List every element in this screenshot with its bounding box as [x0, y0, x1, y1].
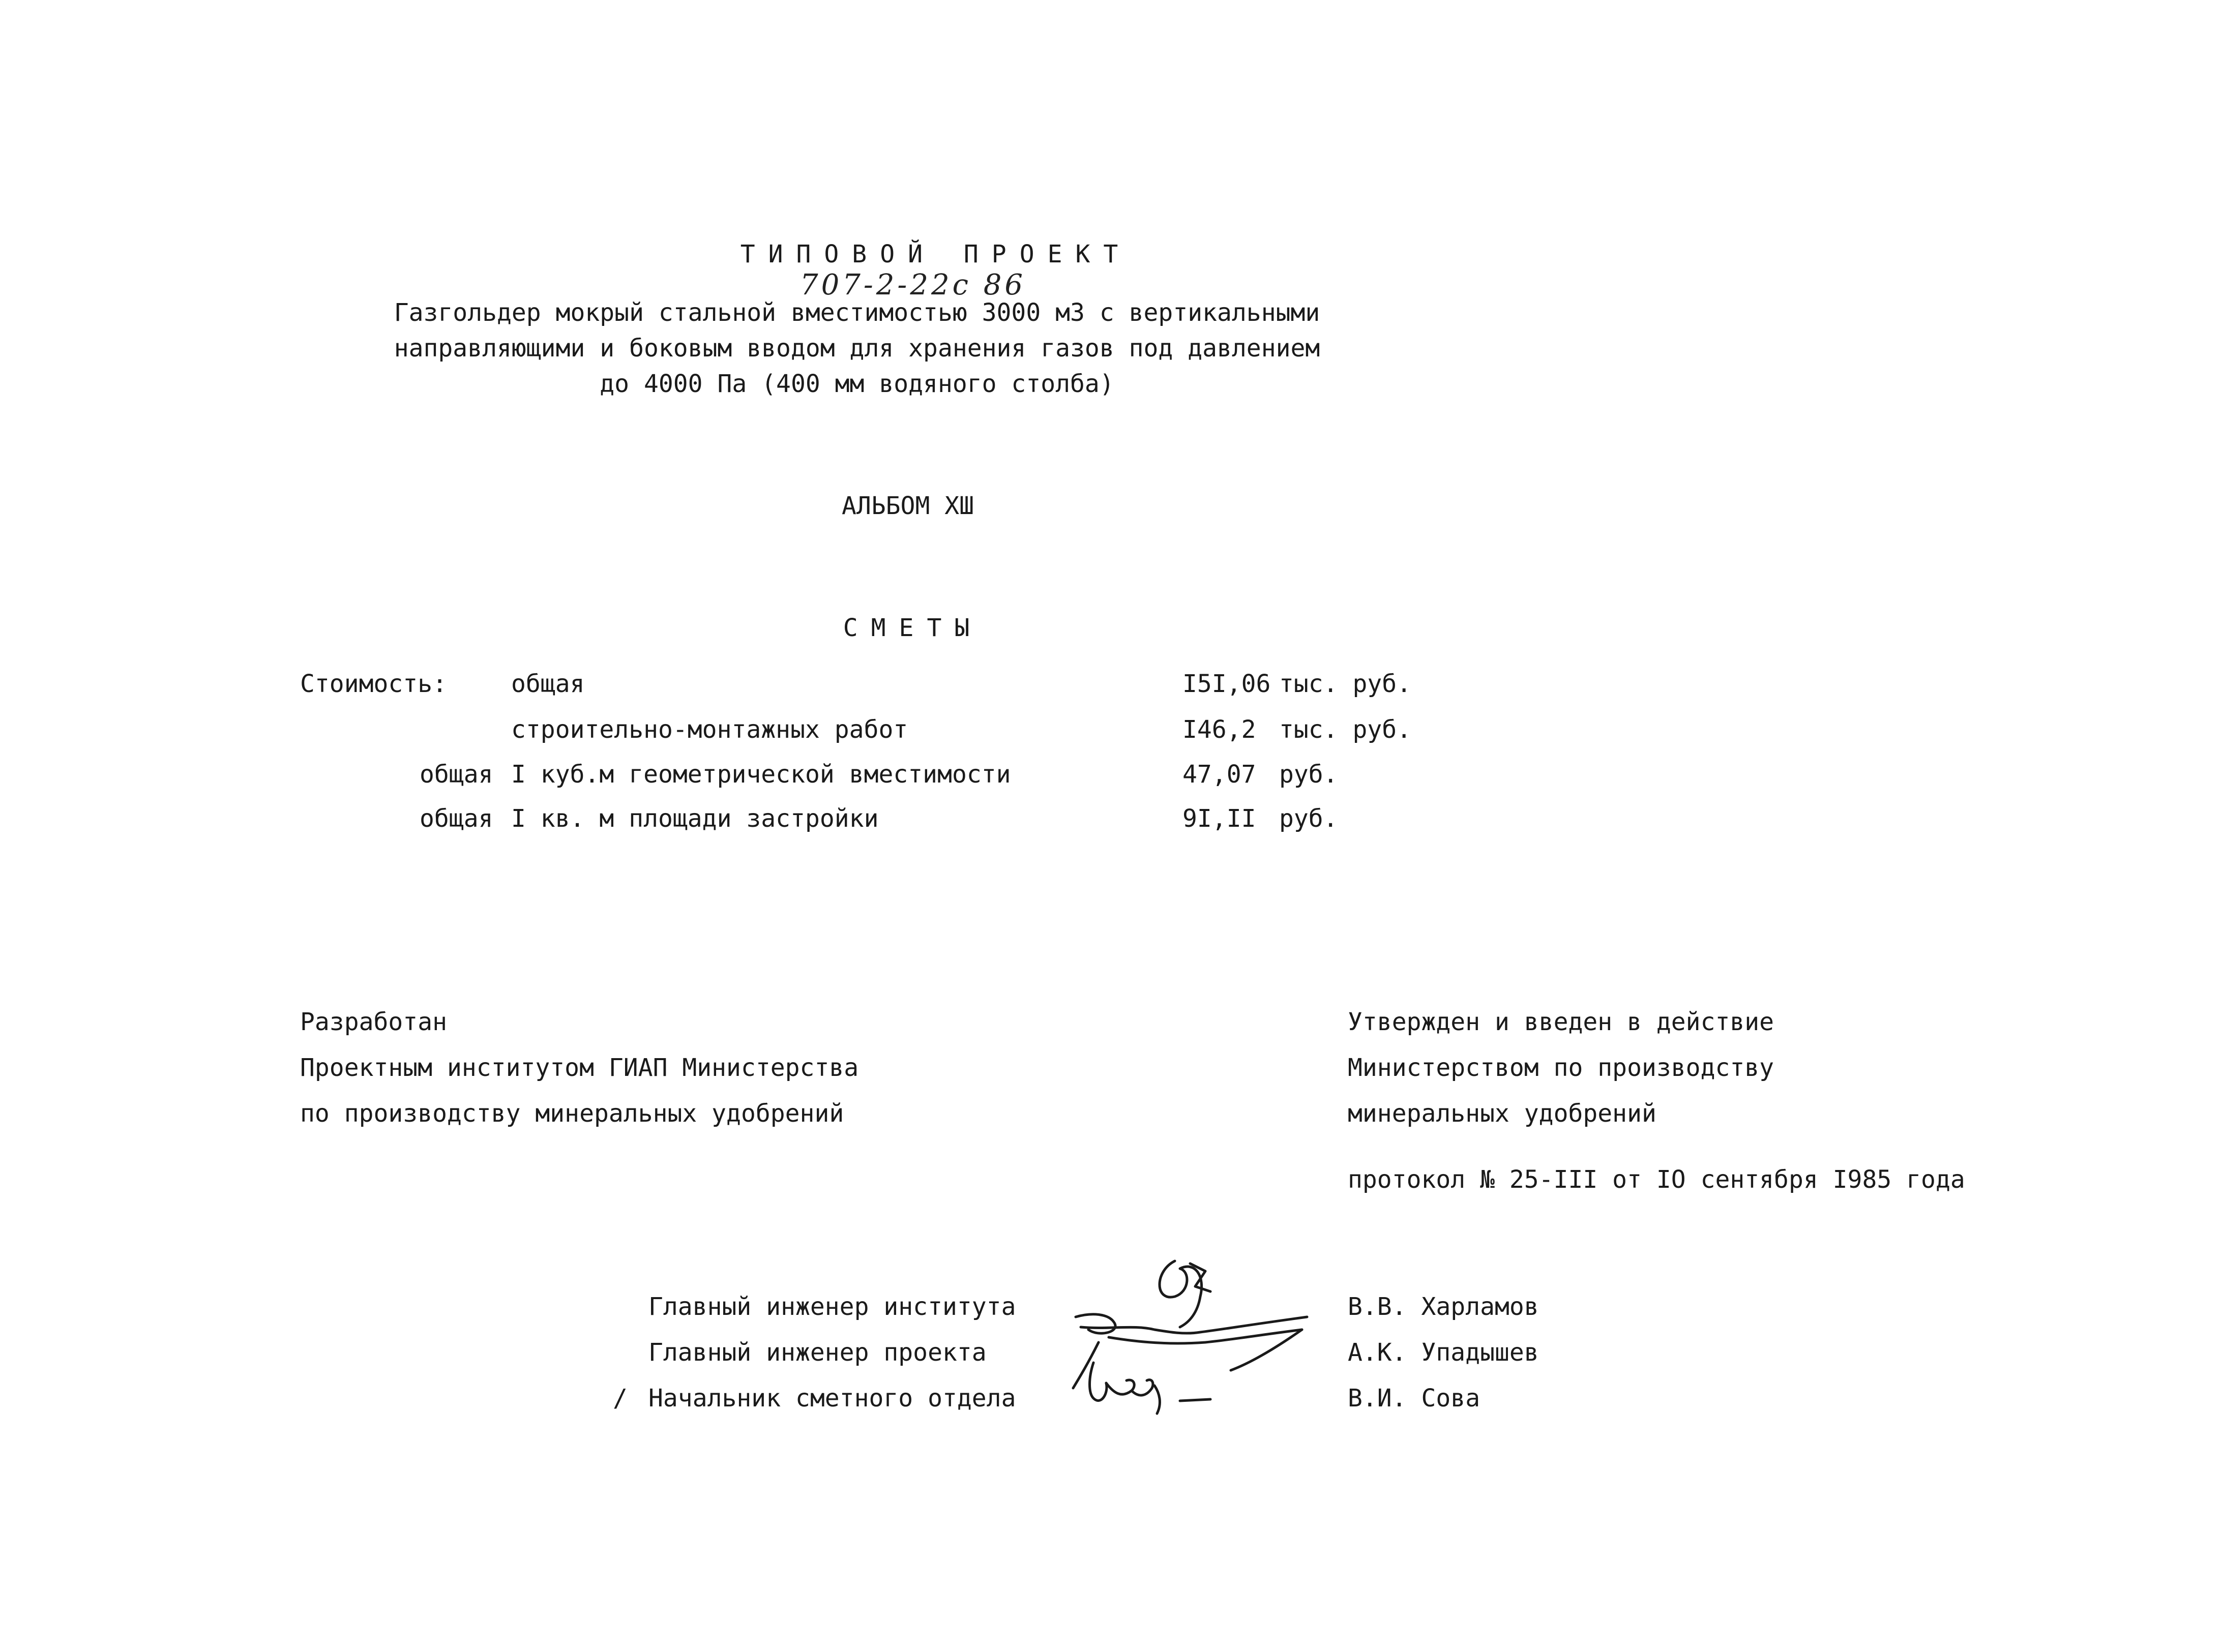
signature-name: В.И. Сова: [1348, 1384, 1480, 1413]
cost-row-desc: I кв. м площади застройки: [511, 804, 879, 833]
approved-line-1: Утвержден и введен в действие: [1348, 1008, 1774, 1036]
cost-row-value: 47,07: [1182, 760, 1256, 789]
signature-role: Начальник сметного отдела: [648, 1384, 1016, 1413]
cost-row-unit: тыс. руб.: [1279, 715, 1412, 744]
slash-mark: /: [613, 1384, 628, 1413]
signature-name: А.К. Упадышев: [1348, 1338, 1539, 1367]
album-heading: АЛЬБОМ XШ: [841, 492, 974, 520]
project-type-heading: ТИПОВОЙ ПРОЕКТ: [740, 240, 1132, 268]
cost-row-value: 9I,II: [1182, 804, 1256, 833]
cost-label: Стоимость:: [300, 670, 447, 698]
cost-row-value: I5I,06: [1182, 670, 1271, 698]
cost-row-unit: руб.: [1279, 804, 1338, 833]
cost-row-value: I46,2: [1182, 715, 1256, 744]
approval-protocol: протокол № 25-III от IO сентября I985 года: [1348, 1165, 1965, 1194]
cost-row-desc: общая: [511, 670, 585, 698]
developed-line-1: Разработан: [300, 1008, 447, 1036]
cost-row-unit: руб.: [1279, 760, 1338, 789]
cost-row-prefix: общая: [420, 804, 493, 833]
project-title-line-1: Газгольдер мокрый стальной вместимостью 3000 м3 с вертикальными: [394, 298, 1320, 327]
project-number-handwritten: 707-2-22с 86: [799, 268, 1026, 302]
approved-line-3: минеральных удобрений: [1348, 1099, 1656, 1128]
signature-role: Главный инженер проекта: [648, 1338, 987, 1367]
developed-line-2: Проектным институтом ГИАП Министерства: [300, 1054, 859, 1082]
section-heading: СМЕТЫ: [843, 614, 983, 642]
approved-line-2: Министерством по производству: [1348, 1054, 1774, 1082]
cost-row-desc: I куб.м геометрической вместимости: [511, 760, 1011, 789]
developed-line-3: по производству минеральных удобрений: [300, 1099, 844, 1128]
cost-row-unit: тыс. руб.: [1279, 670, 1412, 698]
signature-name: В.В. Харламов: [1348, 1293, 1539, 1321]
signature-role: Главный инженер института: [648, 1293, 1016, 1321]
cost-row-desc: строительно-монтажных работ: [511, 715, 908, 744]
project-title-line-2: направляющими и боковым вводом для хранения газов под давлением: [394, 334, 1320, 363]
handwritten-signatures: [1038, 1241, 1322, 1434]
cost-row-prefix: общая: [420, 760, 493, 789]
project-title-line-3: до 4000 Па (400 мм водяного столба): [600, 370, 1114, 398]
